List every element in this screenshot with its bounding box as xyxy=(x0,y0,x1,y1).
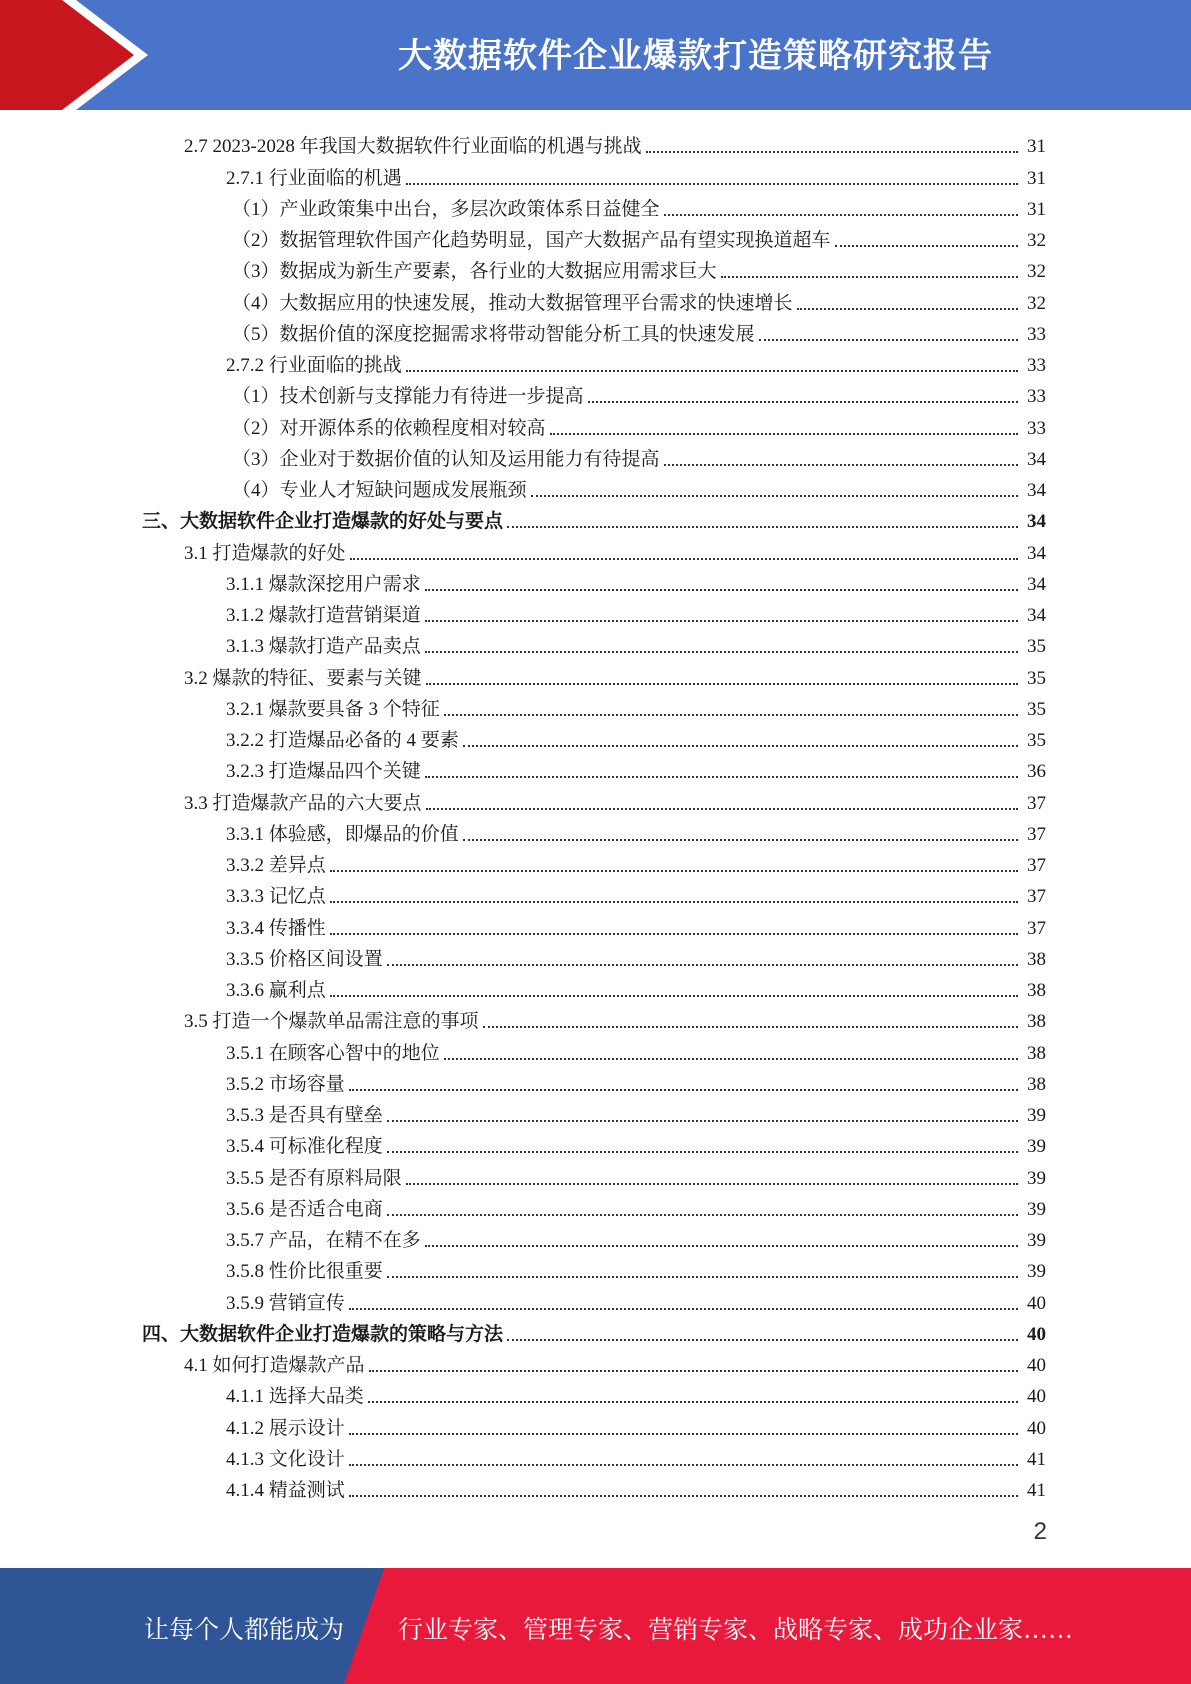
toc-entry[interactable] xyxy=(0,1222,1191,1253)
toc-dot-leader xyxy=(350,558,1018,560)
toc-entry-title: 3.5.6 是否适合电商 xyxy=(226,1198,383,1220)
toc-entry[interactable] xyxy=(0,784,1191,815)
toc-entry-page: 37 xyxy=(1027,886,1046,908)
toc-entry-page: 38 xyxy=(1027,1073,1046,1095)
toc-dot-leader xyxy=(463,745,1018,747)
toc-entry-page: 35 xyxy=(1027,698,1046,720)
toc-entry-page: 34 xyxy=(1027,480,1046,501)
toc-entry-title: 3.5.8 性价比很重要 xyxy=(226,1261,383,1283)
toc-entry[interactable] xyxy=(0,972,1191,1003)
toc-entry-title: 3.2.1 爆款要具备 3 个特征 xyxy=(226,698,440,720)
toc-dot-leader xyxy=(425,651,1018,653)
toc-entry[interactable] xyxy=(0,347,1191,378)
toc-dot-leader xyxy=(369,1370,1018,1372)
toc-entry-title: 3.3.2 差异点 xyxy=(226,855,326,876)
toc-entry-title: 3.5.9 营销宣传 xyxy=(226,1292,345,1314)
toc-entry-title: 3.3.3 记忆点 xyxy=(226,886,326,908)
toc-entry-title: 3.5.7 产品，在精不在多 xyxy=(226,1230,421,1251)
toc-entry[interactable] xyxy=(0,878,1191,909)
toc-entry-page: 37 xyxy=(1027,917,1046,939)
toc-entry[interactable] xyxy=(0,1066,1191,1097)
toc-entry-page: 40 xyxy=(1027,1323,1046,1345)
toc-dot-leader xyxy=(387,1276,1018,1278)
toc-entry[interactable] xyxy=(0,378,1191,409)
toc-dot-leader xyxy=(425,589,1018,591)
toc-dot-leader xyxy=(425,776,1018,778)
toc-entry-page: 36 xyxy=(1027,761,1046,783)
toc-entry[interactable] xyxy=(0,534,1191,565)
toc-entry[interactable] xyxy=(0,597,1191,628)
toc-entry[interactable] xyxy=(0,816,1191,847)
toc-entry-title: （2）对开源体系的依赖程度相对较高 xyxy=(232,417,546,439)
toc-entry-title: （3）数据成为新生产要素，各行业的大数据应用需求巨大 xyxy=(232,261,717,283)
toc-dot-leader xyxy=(531,495,1018,497)
toc-entry-title: 三、大数据软件企业打造爆款的好处与要点 xyxy=(142,511,504,533)
toc-entry[interactable] xyxy=(0,472,1191,503)
toc-entry-title: 2.7 2023-2028 年我国大数据软件行业面临的机遇与挑战 xyxy=(184,136,642,158)
toc-entry[interactable] xyxy=(0,628,1191,659)
toc-entry[interactable] xyxy=(0,1128,1191,1159)
toc-entry[interactable] xyxy=(0,1472,1191,1503)
toc-entry-title: 3.1 打造爆款的好处 xyxy=(184,542,346,564)
toc-entry[interactable] xyxy=(0,441,1191,472)
toc-entry-page: 35 xyxy=(1027,636,1046,658)
toc-entry[interactable] xyxy=(0,909,1191,940)
toc-dot-leader xyxy=(330,933,1018,935)
toc-dot-leader xyxy=(387,1120,1018,1122)
toc-dot-leader xyxy=(330,870,1018,872)
toc-entry-title: 3.5.5 是否有原料局限 xyxy=(226,1167,402,1189)
toc-entry-page: 32 xyxy=(1027,292,1046,314)
toc-entry-page: 41 xyxy=(1027,1448,1046,1470)
toc-entry[interactable] xyxy=(0,1003,1191,1034)
toc-entry-page: 40 xyxy=(1027,1417,1046,1439)
toc-entry-page: 39 xyxy=(1027,1136,1046,1158)
toc-dot-leader xyxy=(349,1495,1018,1497)
toc-entry-title: 3.2.3 打造爆品四个关键 xyxy=(226,761,421,783)
toc-entry-title: 3.2.2 打造爆品必备的 4 要素 xyxy=(226,730,459,751)
toc-entry-page: 41 xyxy=(1027,1480,1046,1501)
toc-entry-page: 33 xyxy=(1027,323,1046,345)
toc-entry[interactable] xyxy=(0,1191,1191,1222)
toc-entry[interactable] xyxy=(0,1441,1191,1472)
toc-dot-leader xyxy=(664,464,1018,466)
toc-dot-leader xyxy=(406,1183,1018,1185)
toc-dot-leader xyxy=(406,183,1018,185)
toc-dot-leader xyxy=(349,1464,1018,1466)
toc-entry-title: 4.1.4 精益测试 xyxy=(226,1480,345,1501)
toc-dot-leader xyxy=(387,964,1018,966)
toc-entry-title: 3.5.4 可标准化程度 xyxy=(226,1136,383,1158)
toc-dot-leader xyxy=(797,308,1018,310)
toc-entry-title: 3.5 打造一个爆款单品需注意的事项 xyxy=(184,1011,479,1033)
toc-entry[interactable] xyxy=(0,659,1191,690)
toc-entry[interactable] xyxy=(0,1253,1191,1284)
toc-entry-page: 35 xyxy=(1027,667,1046,689)
toc-entry[interactable] xyxy=(0,159,1191,190)
toc-dot-leader xyxy=(426,683,1018,685)
toc-dot-leader xyxy=(387,1214,1018,1216)
toc-entry[interactable] xyxy=(0,1097,1191,1128)
toc-dot-leader xyxy=(646,151,1018,153)
toc-entry-page: 37 xyxy=(1027,792,1046,814)
table-of-contents xyxy=(0,128,1191,1503)
toc-entry-title: 3.1.3 爆款打造产品卖点 xyxy=(226,636,421,658)
toc-dot-leader xyxy=(588,401,1018,403)
toc-entry[interactable] xyxy=(0,1378,1191,1409)
toc-entry-page: 31 xyxy=(1027,198,1046,220)
toc-entry-title: 3.1.1 爆款深挖用户需求 xyxy=(226,573,421,595)
toc-dot-leader xyxy=(721,276,1018,278)
toc-entry[interactable] xyxy=(0,1316,1191,1347)
toc-entry-page: 34 xyxy=(1027,605,1046,626)
toc-entry-title: 2.7.1 行业面临的机遇 xyxy=(226,167,402,189)
toc-entry[interactable] xyxy=(0,691,1191,722)
toc-entry-page: 39 xyxy=(1027,1261,1046,1283)
toc-entry[interactable] xyxy=(0,253,1191,284)
toc-entry-title: 3.3.1 体验感，即爆品的价值 xyxy=(226,823,459,845)
toc-dot-leader xyxy=(406,370,1018,372)
toc-dot-leader xyxy=(550,433,1018,435)
footer-slogan-left: 让每个人都能成为 xyxy=(144,1615,345,1644)
toc-entry-title: 3.3 打造爆款产品的六大要点 xyxy=(184,792,422,814)
page-number: 2 xyxy=(1033,1518,1047,1545)
toc-entry[interactable] xyxy=(0,847,1191,878)
toc-dot-leader xyxy=(387,1151,1018,1153)
toc-dot-leader xyxy=(330,995,1018,997)
toc-dot-leader xyxy=(349,1089,1018,1091)
toc-entry-title: 2.7.2 行业面临的挑战 xyxy=(226,355,402,376)
toc-entry-title: 3.1.2 爆款打造营销渠道 xyxy=(226,605,421,626)
toc-dot-leader xyxy=(425,1245,1018,1247)
toc-dot-leader xyxy=(444,714,1018,716)
toc-entry-title: （1）技术创新与支撑能力有待进一步提高 xyxy=(232,386,584,408)
toc-entry-title: 4.1.3 文化设计 xyxy=(226,1448,345,1470)
toc-entry-page: 40 xyxy=(1027,1355,1046,1376)
report-footer xyxy=(0,1568,1191,1684)
toc-entry-page: 40 xyxy=(1027,1386,1046,1408)
toc-entry[interactable] xyxy=(0,722,1191,753)
toc-dot-leader xyxy=(426,808,1018,810)
toc-entry[interactable] xyxy=(0,409,1191,440)
toc-entry-title: 3.3.5 价格区间设置 xyxy=(226,948,383,970)
toc-dot-leader xyxy=(835,245,1018,247)
toc-entry[interactable] xyxy=(0,191,1191,222)
toc-entry-title: 4.1.2 展示设计 xyxy=(226,1417,345,1439)
toc-entry-page: 34 xyxy=(1027,511,1046,533)
toc-entry-page: 38 xyxy=(1027,1011,1046,1033)
toc-entry[interactable] xyxy=(0,1347,1191,1378)
toc-entry-title: 3.5.2 市场容量 xyxy=(226,1073,345,1095)
toc-entry-page: 39 xyxy=(1027,1198,1046,1220)
toc-dot-leader xyxy=(507,1339,1018,1341)
toc-entry-page: 37 xyxy=(1027,823,1046,845)
toc-entry-page: 40 xyxy=(1027,1292,1046,1314)
toc-entry-page: 38 xyxy=(1027,1042,1046,1064)
toc-entry-page: 32 xyxy=(1027,261,1046,283)
toc-entry-title: （5）数据价值的深度挖掘需求将带动智能分析工具的快速发展 xyxy=(232,323,755,345)
toc-entry-page: 33 xyxy=(1027,355,1046,376)
toc-dot-leader xyxy=(483,1026,1018,1028)
toc-dot-leader xyxy=(463,839,1018,841)
toc-entry-title: （3）企业对于数据价值的认知及运用能力有待提高 xyxy=(232,448,660,470)
toc-entry-title: （2）数据管理软件国产化趋势明显，国产大数据产品有望实现换道超车 xyxy=(232,230,831,251)
footer-slogan-right: 行业专家、管理专家、营销专家、战略专家、成功企业家…… xyxy=(398,1615,1074,1644)
toc-entry-page: 33 xyxy=(1027,386,1046,408)
toc-entry-title: 3.2 爆款的特征、要素与关键 xyxy=(184,667,422,689)
toc-entry-title: 3.3.4 传播性 xyxy=(226,917,326,939)
toc-entry-page: 38 xyxy=(1027,948,1046,970)
toc-entry-title: （1）产业政策集中出台，多层次政策体系日益健全 xyxy=(232,198,660,220)
toc-dot-leader xyxy=(368,1401,1018,1403)
toc-entry-page: 39 xyxy=(1027,1230,1046,1251)
toc-dot-leader xyxy=(507,526,1018,528)
toc-dot-leader xyxy=(330,901,1018,903)
toc-entry-title: 四、大数据软件企业打造爆款的策略与方法 xyxy=(142,1323,504,1345)
toc-entry-title: 4.1 如何打造爆款产品 xyxy=(184,1355,365,1376)
toc-entry-page: 39 xyxy=(1027,1167,1046,1189)
toc-entry-page: 35 xyxy=(1027,730,1046,751)
toc-entry-page: 33 xyxy=(1027,417,1046,439)
toc-entry-title: （4）大数据应用的快速发展，推动大数据管理平台需求的快速增长 xyxy=(232,292,793,314)
toc-entry[interactable] xyxy=(0,1284,1191,1315)
toc-entry-page: 37 xyxy=(1027,855,1046,876)
toc-entry[interactable] xyxy=(0,284,1191,315)
toc-entry[interactable] xyxy=(0,316,1191,347)
toc-entry[interactable] xyxy=(0,753,1191,784)
toc-entry[interactable] xyxy=(0,1159,1191,1190)
toc-dot-leader xyxy=(444,1058,1018,1060)
toc-entry[interactable] xyxy=(0,128,1191,159)
toc-entry-page: 34 xyxy=(1027,542,1046,564)
toc-entry-title: （4）专业人才短缺问题成发展瓶颈 xyxy=(232,480,527,501)
toc-entry[interactable] xyxy=(0,1034,1191,1065)
toc-entry[interactable] xyxy=(0,566,1191,597)
toc-entry-title: 4.1.1 选择大品类 xyxy=(226,1386,364,1408)
toc-entry-page: 34 xyxy=(1027,448,1046,470)
toc-dot-leader xyxy=(664,214,1018,216)
toc-entry-page: 39 xyxy=(1027,1105,1046,1126)
toc-entry-page: 31 xyxy=(1027,167,1046,189)
toc-dot-leader xyxy=(759,339,1018,341)
toc-entry[interactable] xyxy=(0,1409,1191,1440)
toc-entry-title: 3.5.3 是否具有壁垒 xyxy=(226,1105,383,1126)
toc-entry[interactable] xyxy=(0,503,1191,534)
toc-entry-title: 3.3.6 赢利点 xyxy=(226,980,326,1001)
toc-entry-page: 32 xyxy=(1027,230,1046,251)
toc-entry-page: 38 xyxy=(1027,980,1046,1001)
toc-dot-leader xyxy=(349,1308,1018,1310)
report-header xyxy=(0,0,1191,110)
toc-dot-leader xyxy=(349,1433,1018,1435)
toc-entry-title: 3.5.1 在顾客心智中的地位 xyxy=(226,1042,440,1064)
toc-entry-page: 34 xyxy=(1027,573,1046,595)
report-title: 大数据软件企业爆款打造策略研究报告 xyxy=(398,36,993,76)
toc-entry[interactable] xyxy=(0,222,1191,253)
toc-entry[interactable] xyxy=(0,941,1191,972)
toc-dot-leader xyxy=(425,620,1018,622)
toc-entry-page: 31 xyxy=(1027,136,1046,158)
